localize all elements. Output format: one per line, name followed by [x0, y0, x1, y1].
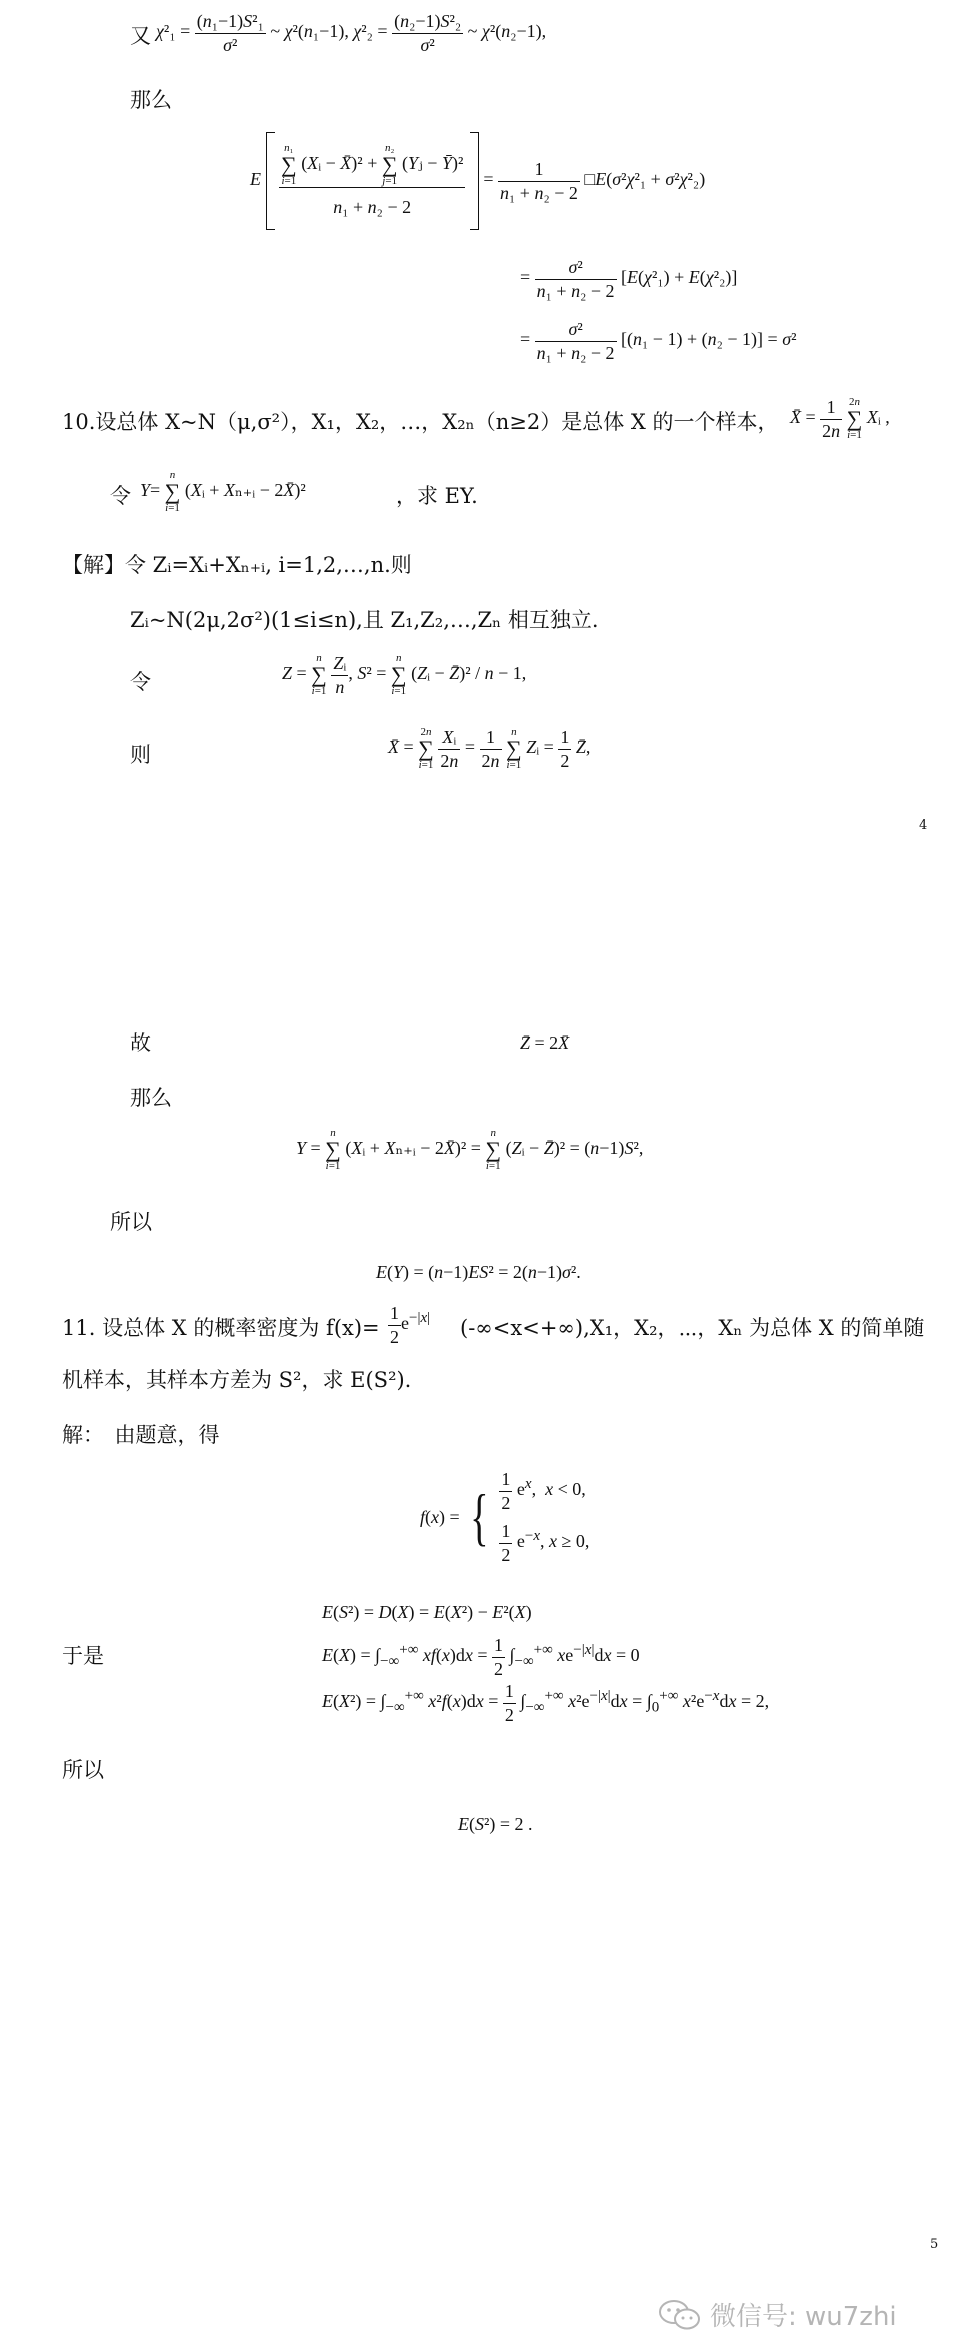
- ey-result: E(Y) = (n−1)ES² = 2(n−1)σ².: [376, 1262, 581, 1282]
- solution-label: 【解】令 Zᵢ=Xᵢ+Xₙ₊ᵢ, i=1,2,…,n.则: [62, 553, 412, 577]
- x-bar-via-z: X̄ = 2n ∑ i=1 $\frac{\text{Xᵢ}}{2n}$ = $\frac{1}{2n}$ n ∑ i=1 Zᵢ = $\frac{1}{2}$ Z̄,: [388, 726, 591, 771]
- laplace-density: $\frac{1}{2}$ $e^{-|x|}$: [390, 1303, 431, 1347]
- text-ling-1: 令: [110, 484, 131, 508]
- chi-square-definitions: χ²₁ = $\frac{\text{(n₁−1)S²₁}}{\text{σ²}}$ ~ χ²(n₁−1), χ²₂ = $\frac{\text{(n₂−1)S²₂}}{\text{σ²}}$ ~ χ²(n₂−1),: [156, 11, 547, 55]
- left-brace: {: [470, 1481, 489, 1552]
- z-bar-relation: Z̄ = 2X̄: [520, 1033, 570, 1053]
- y-definition: Y= n ∑ i=1 (Xᵢ + Xₙ₊ᵢ − 2X̄)²: [140, 469, 306, 514]
- solution-11-label: 解： 由题意，得: [62, 1423, 220, 1447]
- text-ze: 则: [130, 743, 151, 767]
- question-10-ask: ，求 EY.: [396, 484, 478, 508]
- page-number-5: 5: [930, 2237, 939, 2252]
- text-suoyi-2: 所以: [62, 1758, 104, 1782]
- expectation-step-2: = $\frac{\text{σ²}}{\text{n₁ + n₂ − 2}}$ [E(χ²₁) + E(χ²₂)]: [520, 257, 738, 301]
- solution-line-2: Zᵢ~N(2μ,2σ²)(1≤i≤n),且 Z₁,Z₂,…,Zₙ 相互独立.: [130, 608, 599, 632]
- text-name-me-2: 那么: [130, 1086, 172, 1110]
- es2-identity: E(S²) = D(X) = E(X²) − E²(X): [322, 1602, 532, 1622]
- ex-integral: $E(X) = \int_{-\infty}^{+\infty}$ xf(x)dx = $\frac{1}{2}$ $\int_{-\infty}^{+\infty}$ $xe^{-|x|}dx = 0$: [322, 1635, 640, 1679]
- z-and-s-definitions: Z = n ∑ i=1 $\frac{\text{Zᵢ}}{n}$ , S² = n ∑ i=1 (Zᵢ − Z̄)² / n − 1,: [282, 652, 527, 697]
- expectation-pooled-variance: E n₁ ∑ i=1 (Xᵢ − X̄)² + n₂ ∑ j=1 (Yⱼ − Ȳ)² n₁ + n₂ − 2 = $\frac{1}{\text{n₁ + n₂ − 2}}$ □E(σ²χ²₁ + σ²χ²₂): [250, 132, 705, 230]
- expectation-step-3: = $\frac{\text{σ²}}{\text{n₁ + n₂ − 2}}$ [(n₁ − 1) + (n₂ − 1)] = σ²: [520, 319, 797, 363]
- question-11-part-c: 机样本，其样本方差为 S²，求 E(S²).: [62, 1368, 412, 1392]
- question-11-part-b: (-∞<x<+∞),X₁，X₂，⋯，Xₙ 为总体 X 的简单随: [460, 1316, 925, 1340]
- text-suoyi-1: 所以: [110, 1210, 152, 1234]
- text-name-me-1: 那么: [130, 88, 172, 112]
- text-yushi: 于是: [62, 1644, 104, 1668]
- page-number-4: 4: [919, 818, 928, 833]
- sample-mean-definition: X̄ = $\frac{1}{2n}$ 2n ∑ i=1 Xᵢ ,: [790, 396, 890, 441]
- question-11-part-a: 11. 设总体 X 的概率密度为 f(x)=: [62, 1316, 380, 1340]
- text-ling-2: 令: [130, 670, 151, 694]
- text-you: 又: [130, 24, 151, 48]
- wechat-icon: [658, 2299, 702, 2331]
- es2-result: E(S²) = 2 .: [458, 1814, 533, 1834]
- text-gu: 故: [130, 1031, 151, 1055]
- ex2-integral: $E(X^2) = \int_{-\infty}^{+\infty}$ x²f(x)dx = $\frac{1}{2}$ $\int_{-\infty}^{+\infty}$ $x^2e^{-|x|}dx = \int_0^{+\infty}$ $x^2e^{-x}dx = 2$,: [322, 1681, 770, 1725]
- left-bracket: [266, 132, 275, 230]
- piecewise-density: f(x) = { $\frac{1}{2}$ $e^x$, x < 0, $\frac{1}{2}$ $e^{-x}$, x ≥ 0,: [420, 1469, 590, 1565]
- question-10: 10.设总体 X~N（μ,σ²），X₁，X₂，…，X₂ₙ（n≥2）是总体 X 的一个样本，: [62, 410, 779, 434]
- watermark: [658, 2296, 897, 2333]
- y-expression: Y = n ∑ i=1 (Xᵢ + Xₙ₊ᵢ − 2X̄)² = n ∑ i=1 (Zᵢ − Z̄)² = (n−1)S²,: [296, 1127, 644, 1172]
- watermark-text: 微信号: wu7zhi: [710, 2302, 897, 2332]
- right-bracket: [470, 132, 479, 230]
